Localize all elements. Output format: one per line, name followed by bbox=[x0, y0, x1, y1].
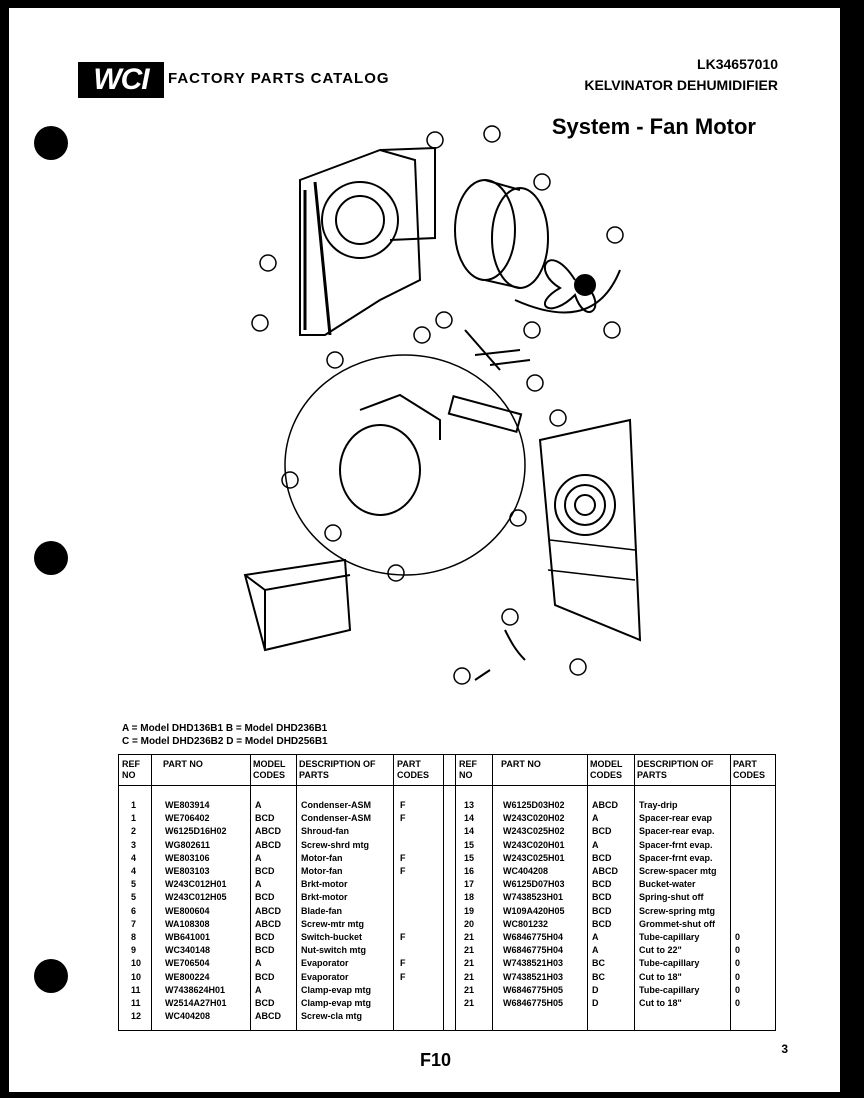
product-title: KELVINATOR DEHUMIDIFIER bbox=[584, 77, 778, 93]
cell-part: W6846775H04 bbox=[503, 945, 564, 956]
cell-ref: 20 bbox=[464, 918, 475, 929]
cell-part: WE803103 bbox=[165, 866, 210, 876]
callout-20 bbox=[570, 659, 586, 675]
col-description-right: DESCRIPTION OF PARTS bbox=[637, 759, 714, 780]
rear-panel-part bbox=[540, 420, 640, 640]
cell-ref: 4 bbox=[131, 866, 137, 876]
cell-ref: 16 bbox=[464, 866, 475, 876]
callout-6 bbox=[524, 322, 540, 338]
binder-hole-bottom bbox=[34, 959, 68, 993]
cell-part: WC340148 bbox=[165, 945, 211, 956]
cell-model: BCD bbox=[592, 905, 612, 916]
callout-18 bbox=[502, 609, 518, 625]
callout-8 bbox=[604, 322, 620, 338]
cell-desc: Clamp-evap mtg bbox=[301, 984, 372, 995]
cell-model: D bbox=[592, 984, 599, 995]
cell-model: ABCD bbox=[592, 866, 618, 876]
cell-part: W243C025H01 bbox=[503, 852, 565, 863]
cell-model: BC bbox=[592, 971, 605, 982]
cell-part: W6846775H05 bbox=[503, 984, 564, 995]
cell-ref: 10 bbox=[131, 958, 142, 969]
cell-ref: 21 bbox=[464, 998, 475, 1008]
cell-code: 0 bbox=[735, 984, 741, 995]
callout-8b bbox=[327, 352, 343, 368]
callout-17 bbox=[388, 565, 404, 581]
cell-code: F bbox=[400, 866, 406, 876]
cell-model: BCD bbox=[592, 852, 612, 863]
cell-model: BCD bbox=[592, 826, 612, 837]
cell-model: BCD bbox=[255, 813, 275, 824]
cell-ref: 17 bbox=[464, 879, 475, 890]
cell-part: WE803106 bbox=[165, 852, 210, 863]
cell-desc: Evaporator bbox=[301, 958, 349, 969]
cell-desc: Spacer-frnt evap. bbox=[639, 839, 713, 850]
blower-wheel-part bbox=[322, 182, 398, 258]
cell-ref: 19 bbox=[464, 905, 475, 916]
cell-part: W243C020H01 bbox=[503, 839, 565, 850]
parts-table bbox=[118, 754, 776, 1031]
cell-model: A bbox=[255, 879, 262, 890]
switch-bracket-part bbox=[505, 630, 525, 660]
cell-code: 0 bbox=[735, 971, 741, 982]
sheet-number: 3 bbox=[781, 1042, 788, 1056]
col-model-codes-right: MODEL CODES bbox=[590, 759, 623, 780]
cell-part: WC801232 bbox=[503, 918, 549, 929]
cell-desc: Screw-spring mtg bbox=[639, 905, 716, 916]
cell-ref: 12 bbox=[131, 1011, 142, 1022]
cell-desc: Tray-drip bbox=[639, 800, 678, 810]
callout-1 bbox=[427, 132, 443, 148]
callout-4 bbox=[607, 227, 623, 243]
callout-12 bbox=[414, 327, 430, 343]
cell-part: WE800604 bbox=[165, 905, 210, 916]
col-part-no-right: PART NO bbox=[501, 759, 541, 769]
callout-11 bbox=[436, 312, 452, 328]
cell-ref: 13 bbox=[464, 800, 475, 810]
cell-model: BCD bbox=[592, 879, 612, 890]
cell-part: W6125D03H02 bbox=[503, 800, 565, 810]
callout-2 bbox=[260, 255, 276, 271]
page-number: F10 bbox=[420, 1050, 452, 1070]
binder-hole-middle bbox=[34, 541, 68, 575]
col-description-left: DESCRIPTION OF PARTS bbox=[299, 759, 376, 780]
cell-part: W6125D07H03 bbox=[503, 879, 565, 890]
callout-10 bbox=[510, 510, 526, 526]
cell-ref: 21 bbox=[464, 971, 475, 982]
cell-model: BCD bbox=[592, 892, 612, 903]
cell-code: 0 bbox=[735, 945, 741, 956]
cell-desc: Bucket-water bbox=[639, 879, 696, 890]
cell-model: BCD bbox=[255, 971, 275, 982]
callout-5 bbox=[534, 174, 550, 190]
cell-part: WG802611 bbox=[165, 839, 211, 850]
col-part-codes-right: PART CODES bbox=[733, 759, 766, 780]
col-part-no-left: PART NO bbox=[163, 759, 203, 769]
cell-ref: 4 bbox=[131, 852, 137, 863]
model-legend-a-b: A = Model DHD136B1 B = Model DHD236B1 bbox=[122, 723, 328, 734]
cell-ref: 7 bbox=[131, 918, 137, 929]
cell-desc: Condenser-ASM bbox=[301, 800, 372, 810]
cell-desc: Nut-switch mtg bbox=[301, 945, 366, 956]
callout-15 bbox=[325, 525, 341, 541]
cell-part: WE706504 bbox=[165, 958, 210, 969]
cell-model: A bbox=[592, 945, 599, 956]
shroud-fan-part bbox=[300, 150, 420, 335]
cell-ref: 3 bbox=[131, 839, 137, 850]
cell-desc: Spacer-frnt evap. bbox=[639, 852, 713, 863]
cell-desc: Tube-capillary bbox=[639, 932, 700, 942]
cell-desc: Clamp-evap mtg bbox=[301, 998, 372, 1008]
cell-part: W7438521H03 bbox=[503, 971, 564, 982]
catalog-title: FACTORY PARTS CATALOG bbox=[168, 70, 390, 87]
cell-model: BCD bbox=[255, 866, 275, 876]
cell-model: BCD bbox=[592, 918, 612, 929]
cell-part: WE803914 bbox=[165, 800, 210, 810]
cell-ref: 10 bbox=[131, 971, 142, 982]
wci-logo: WCI bbox=[78, 62, 164, 98]
cell-code: F bbox=[400, 800, 406, 810]
cell-model: D bbox=[592, 998, 599, 1008]
cell-part: W243C025H02 bbox=[503, 826, 565, 837]
cell-desc: Screw-spacer mtg bbox=[639, 866, 717, 876]
cell-ref: 9 bbox=[131, 945, 137, 956]
cell-model: BCD bbox=[255, 945, 275, 956]
cell-ref: 15 bbox=[464, 839, 475, 850]
cell-desc: Screw-cla mtg bbox=[301, 1011, 363, 1022]
binder-hole-top bbox=[34, 126, 68, 160]
cell-model: BC bbox=[592, 958, 605, 969]
evaporator-tube-part bbox=[360, 395, 440, 440]
cell-part: WE800224 bbox=[165, 971, 210, 982]
cell-ref: 21 bbox=[464, 984, 475, 995]
cell-model: A bbox=[255, 984, 262, 995]
cell-code: F bbox=[400, 971, 406, 982]
water-bucket-part bbox=[245, 560, 350, 650]
cell-ref: 21 bbox=[464, 945, 475, 956]
cell-desc: Shroud-fan bbox=[301, 826, 349, 837]
cell-part: W6125D16H02 bbox=[165, 826, 227, 837]
cell-model: ABCD bbox=[255, 1011, 281, 1022]
catalog-code: LK34657010 bbox=[697, 56, 778, 72]
callout-16 bbox=[282, 472, 298, 488]
cell-desc: Tube-capillary bbox=[639, 958, 700, 969]
cell-part: WB641001 bbox=[165, 932, 211, 942]
cell-model: ABCD bbox=[255, 839, 281, 850]
cell-model: ABCD bbox=[592, 800, 618, 810]
cell-desc: Condenser-ASM bbox=[301, 813, 372, 824]
cell-desc: Spacer-rear evap. bbox=[639, 826, 715, 837]
cell-part: WC404208 bbox=[503, 866, 549, 876]
cell-desc: Evaporator bbox=[301, 971, 349, 982]
cell-desc: Motor-fan bbox=[301, 852, 343, 863]
callout-13 bbox=[527, 375, 543, 391]
cell-ref: 5 bbox=[131, 879, 137, 890]
cell-part: W243C012H05 bbox=[165, 892, 227, 903]
cell-model: ABCD bbox=[255, 918, 281, 929]
col-model-codes-left: MODEL CODES bbox=[253, 759, 286, 780]
cell-model: BCD bbox=[255, 932, 275, 942]
cell-ref: 5 bbox=[131, 892, 137, 903]
cell-ref: 21 bbox=[464, 932, 475, 942]
col-ref-no-right: REF NO bbox=[459, 759, 477, 780]
cell-desc: Blade-fan bbox=[301, 905, 343, 916]
col-ref-no-left: REF NO bbox=[122, 759, 140, 780]
evaporator-detail-circle bbox=[285, 355, 525, 575]
exploded-parts-diagram bbox=[230, 120, 790, 700]
cell-desc: Cut to 18" bbox=[639, 971, 682, 982]
cell-code: 0 bbox=[735, 998, 741, 1008]
cell-part: W6846775H05 bbox=[503, 998, 564, 1008]
cell-code: 0 bbox=[735, 958, 741, 969]
cell-desc: Screw-mtr mtg bbox=[301, 918, 365, 929]
cell-desc: Brkt-motor bbox=[301, 879, 348, 890]
cell-desc: Screw-shrd mtg bbox=[301, 839, 370, 850]
cell-model: A bbox=[592, 839, 599, 850]
cell-part: W7438521H03 bbox=[503, 958, 564, 969]
cell-part: W243C012H01 bbox=[165, 879, 227, 890]
cell-model: BCD bbox=[255, 998, 275, 1008]
cell-model: BCD bbox=[255, 892, 275, 903]
cell-ref: 1 bbox=[131, 813, 137, 824]
cell-model: ABCD bbox=[255, 905, 281, 916]
cell-ref: 14 bbox=[464, 813, 475, 824]
callout-3 bbox=[484, 126, 500, 142]
cell-code: F bbox=[400, 958, 406, 969]
cell-code: F bbox=[400, 932, 406, 942]
cell-ref: 6 bbox=[131, 905, 137, 916]
cell-desc: Tube-capillary bbox=[639, 984, 700, 995]
callout-9 bbox=[252, 315, 268, 331]
cell-ref: 18 bbox=[464, 892, 475, 903]
cell-part: WC404208 bbox=[165, 1011, 211, 1022]
cell-desc: Motor-fan bbox=[301, 866, 343, 876]
cell-code: F bbox=[400, 813, 406, 824]
motor-bracket-part bbox=[515, 270, 620, 312]
cell-ref: 8 bbox=[131, 932, 137, 942]
cell-part: W7438624H01 bbox=[165, 984, 226, 995]
cell-ref: 1 bbox=[131, 800, 137, 810]
cell-ref: 11 bbox=[131, 998, 141, 1008]
tray-drip-part bbox=[449, 396, 521, 432]
cell-model: A bbox=[592, 813, 599, 824]
cell-ref: 21 bbox=[464, 958, 475, 969]
cell-desc: Spring-shut off bbox=[639, 892, 704, 903]
cell-code: F bbox=[400, 852, 406, 863]
cell-part: WE706402 bbox=[165, 813, 210, 824]
cell-model: ABCD bbox=[255, 826, 281, 837]
section-title: System - Fan Motor bbox=[551, 114, 756, 139]
cell-ref: 15 bbox=[464, 852, 475, 863]
cell-ref: 11 bbox=[131, 984, 141, 995]
cell-desc: Brkt-motor bbox=[301, 892, 348, 903]
cell-ref: 14 bbox=[464, 826, 475, 837]
cell-model: A bbox=[592, 932, 599, 942]
callout-19 bbox=[454, 668, 470, 684]
cell-part: W2514A27H01 bbox=[165, 998, 227, 1008]
cell-desc: Spacer-rear evap bbox=[639, 813, 713, 824]
cell-part: W243C020H02 bbox=[503, 813, 565, 824]
cell-model: A bbox=[255, 852, 262, 863]
cell-ref: 2 bbox=[131, 826, 137, 837]
cell-desc: Switch-bucket bbox=[301, 932, 363, 942]
cell-model: A bbox=[255, 800, 262, 810]
cell-part: W109A420H05 bbox=[503, 905, 565, 916]
cell-model: A bbox=[255, 958, 262, 969]
col-part-codes-left: PART CODES bbox=[397, 759, 430, 780]
model-legend-c-d: C = Model DHD236B2 D = Model DHD256B1 bbox=[122, 736, 328, 747]
cell-part: W6846775H04 bbox=[503, 932, 564, 942]
cell-part: W7438523H01 bbox=[503, 892, 564, 903]
cell-desc: Cut to 22" bbox=[639, 945, 682, 956]
cell-part: WA108308 bbox=[165, 918, 210, 929]
callout-14 bbox=[550, 410, 566, 426]
cell-desc: Cut to 18" bbox=[639, 998, 682, 1008]
cell-code: 0 bbox=[735, 932, 741, 942]
cell-desc: Grommet-shut off bbox=[639, 918, 715, 929]
